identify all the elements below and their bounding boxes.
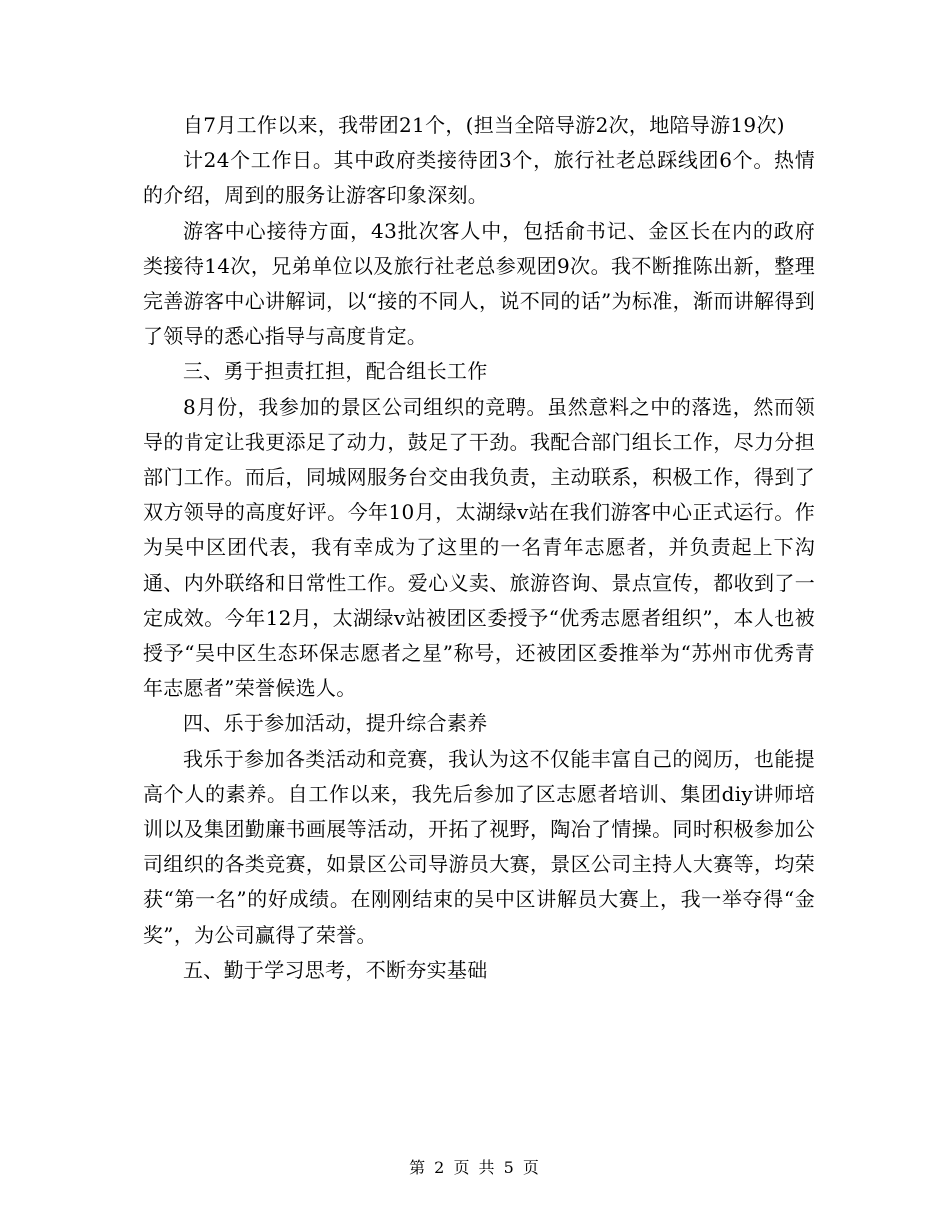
- section-heading-3: 三、勇于担责扛担，配合组长工作: [183, 359, 488, 384]
- paragraph-responsibility: 8月份，我参加的景区公司组织的竞聘。虽然意料之中的落选，然而领导的肯定让我更添足了动力，鼓足了干劲。我配合部门组长工作，尽力分担部门工作。而后，同城网服务台交由我负责，主动联系，积极工作，得到了双方领导的高度好评。今年10月，太湖绿v站在我们游客中心正式运行。作为吴中区团代表，我有幸成为了这里的一名青年志愿者，并负责起上下沟通、内外联络和日常性工作。爱心义卖、旅游咨询、景点宣传，都收到了一定成效。今年12月，太湖绿v站被团区委授予“优秀志愿者组织”，本人也被授予“吴中区生态环保志愿者之星”称号，还被团区委推举为“苏州市优秀青年志愿者”荣誉候选人。: [143, 394, 815, 701]
- paragraph-activities: 我乐于参加各类活动和竞赛，我认为这不仅能丰富自己的阅历，也能提高个人的素养。自工作以来，我先后参加了区志愿者培训、集团diy讲师培训以及集团勤廉书画展等活动，开拓了视野，陶冶了情操。同时积极参加公司组织的各类竞赛，如景区公司导游员大赛，景区公司主持人大赛等，均荣获“第一名”的好成绩。在刚刚结束的吴中区讲解员大赛上，我一举夺得“金奖”，为公司赢得了荣誉。: [143, 746, 815, 947]
- paragraph-tour-groups: 自7月工作以来，我带团21个，(担当全陪导游2次，地陪导游19次): [183, 113, 785, 137]
- paragraph-visitor-center: 游客中心接待方面，43批次客人中，包括俞书记、金区长在内的政府类接待14次，兄弟单位以及旅行社老总参观团9次。我不断推陈出新，整理完善游客中心讲解词，以“接的不同人，说不同的话”为标准，渐而讲解得到了领导的悉心指导与高度肯定。: [143, 218, 815, 349]
- paragraph-work-days: 计24个工作日。其中政府类接待团3个，旅行社老总踩线团6个。热情的介绍，周到的服务让游客印象深刻。: [143, 148, 815, 208]
- document-body: [143, 108, 815, 988]
- section-heading-4: 四、乐于参加活动，提升综合素养: [183, 711, 488, 736]
- section-heading-5: 五、勤于学习思考，不断夯实基础: [183, 957, 488, 982]
- page-number-footer: 第 2 页 共 5 页: [409, 1158, 541, 1177]
